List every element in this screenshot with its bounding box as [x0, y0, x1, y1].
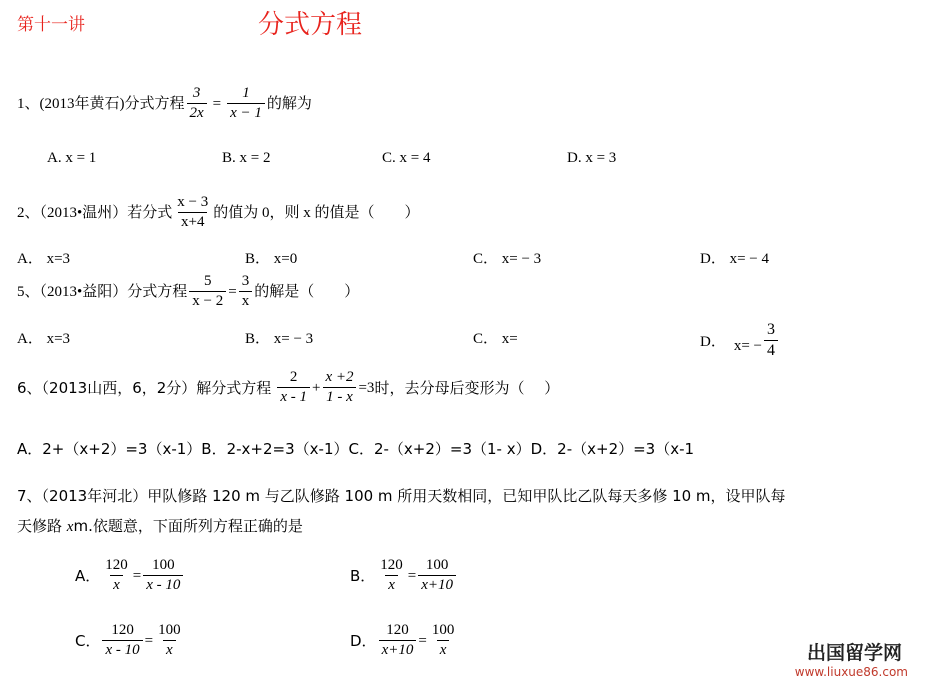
- fraction-right: $\frac{1}{x - 1}$: [227, 86, 265, 121]
- q5-option-b: B． x= − 3: [245, 331, 314, 347]
- q1-option-b: B. x = 2: [222, 150, 271, 166]
- fraction: $\frac{x - 3}{x+4}$: [177, 194, 209, 230]
- question-2-prefix: 2、（2013•温州）若分式: [17, 204, 173, 221]
- fraction-left: $\frac{120}{x}$: [105, 557, 128, 593]
- question-2-suffix: 的值为 0，则 x 的值是（ ）: [213, 204, 420, 221]
- q1-option-d: D. x = 3: [567, 150, 617, 166]
- watermark-name: 出国留学网: [806, 642, 902, 664]
- question-7-line-2: 天修路 xm.依题意，下面所列方程正确的是: [17, 517, 303, 535]
- q6-options: A．2+（x+2）=3（x-1）B．2-x+2=3（x-1）C．2-（x+2）=3（1- x）D．2-（x+2）=3（x-1: [17, 440, 695, 458]
- q2-option-c: C． x= − 3: [473, 251, 542, 267]
- q5-option-a: A． x=3: [17, 331, 71, 347]
- fraction-right: $\frac{x +2}{1 - x}$: [322, 370, 356, 405]
- question-6: 6、（2013山西，6，2分）解分式方程 $\frac{2}{x - 1}$ + $\frac{x +2}{1 - x}$ =3 时，去分母后变形为（ ）: [17, 369, 560, 405]
- fraction-left: $\frac{2}{x - 1}$: [277, 370, 310, 405]
- question-7-line-1: 7、（2013年河北）甲队修路 120 m 与乙队修路 100 m 所用天数相同，已知甲队比乙队每天多修 10 m，设甲队每: [17, 487, 786, 505]
- q7-option-a: A． $\frac{120}{x}$ = $\frac{100}{x - 10}$: [75, 558, 185, 593]
- watermark-url: www.liuxue86.com: [794, 665, 908, 679]
- question-6-prefix: 6、（2013山西，6，2分）解分式方程: [17, 378, 272, 397]
- question-1: 1、(2013年黄石)分式方程 $\frac{3}{2x}$ = $\frac{1}{x - 1}$ 的解为: [17, 85, 312, 121]
- question-6-suffix: 时，去分母后变形为（ ）: [374, 378, 560, 397]
- question-1-prefix: 1、(2013年黄石)分式方程: [17, 95, 185, 112]
- fraction-left: $\frac{120}{x}$: [380, 557, 403, 593]
- fraction-right: $\frac{100}{x}$: [431, 622, 455, 658]
- question-5: 5、（2013•益阳）分式方程 $\frac{5}{x - 2}$ = $\frac{3}{x}$ 的解是（ ）: [17, 273, 360, 309]
- q2-option-a: A． x=3: [17, 251, 71, 267]
- q7-option-c: C． $\frac{120}{x - 10}$ = $\frac{100}{x}$: [75, 623, 186, 658]
- q7-option-d: D． $\frac{120}{x+10}$ = $\frac{100}{x}$: [350, 623, 459, 658]
- q2-option-b: B． x=0: [245, 251, 298, 267]
- q5-option-c: C． x=: [473, 331, 518, 347]
- fraction-right: $\frac{100}{x}$: [158, 622, 181, 658]
- q1-option-a: A. x = 1: [47, 150, 97, 166]
- question-2: [17, 195, 420, 230]
- fraction-left: $\frac{120}{x - 10}$: [102, 623, 142, 658]
- fraction-left: $\frac{120}{x+10}$: [379, 623, 417, 658]
- question-1-suffix: 的解为: [266, 95, 312, 112]
- fraction-right: $\frac{100}{x+10}$: [418, 558, 456, 593]
- question-5-prefix: 5、（2013•益阳）分式方程: [17, 283, 188, 300]
- q2-option-d: D． x= − 4: [700, 251, 770, 267]
- q7-option-b: B． $\frac{120}{x}$ = $\frac{100}{x+10}$: [350, 558, 458, 593]
- q1-option-c: C. x = 4: [382, 150, 431, 166]
- lecture-number: 第十一讲: [17, 15, 85, 35]
- fraction-left: $\frac{5}{x - 2}$: [189, 274, 226, 309]
- fraction-left: $\frac{3}{2x}$: [187, 86, 207, 121]
- fraction-right: $\frac{3}{x}$: [239, 274, 253, 309]
- fraction-right: $\frac{100}{x - 10}$: [143, 558, 183, 593]
- page-title: 分式方程: [258, 10, 363, 40]
- question-5-suffix: 的解是（ ）: [254, 283, 360, 300]
- fraction: $\frac{3}{4}$: [764, 322, 778, 359]
- q5-option-d: D． x= − $\frac{3}{4}$: [700, 322, 780, 359]
